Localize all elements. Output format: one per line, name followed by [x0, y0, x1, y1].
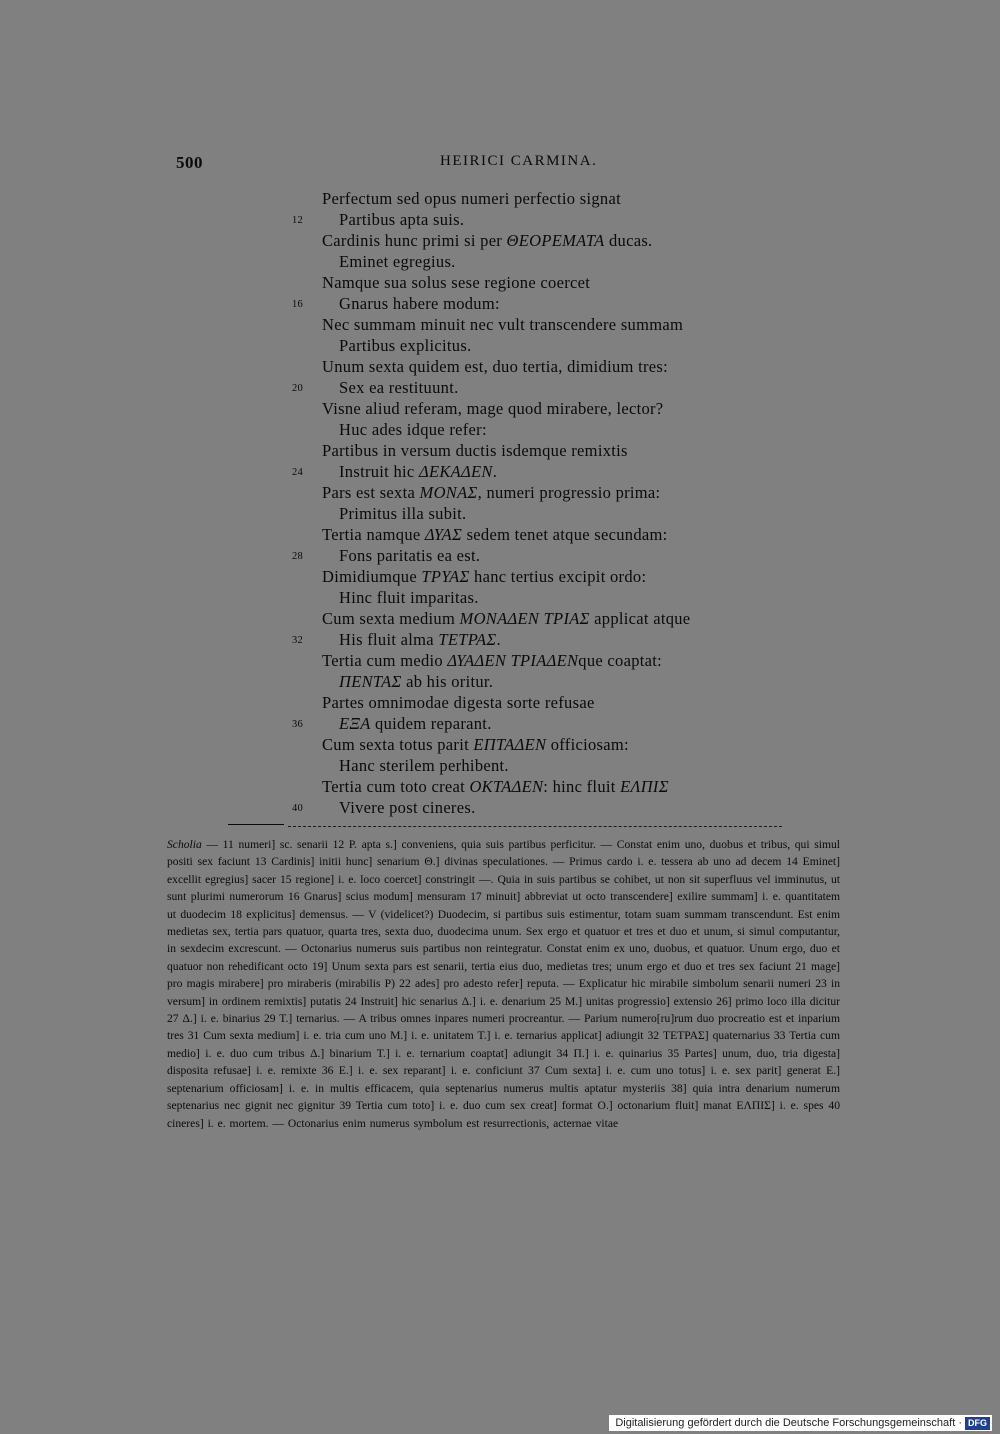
verse-segment: Partes omnimodae digesta sorte refusae — [322, 693, 595, 712]
line-number: 24 — [292, 467, 304, 478]
verse-text — [339, 671, 493, 692]
verse-line — [0, 209, 1000, 230]
greek-term: ΕΞΑ — [339, 714, 371, 733]
greek-term: ΜΟΝΑΣ — [419, 483, 478, 502]
line-number: 12 — [292, 215, 304, 226]
verse-text — [339, 755, 509, 776]
verse-text — [339, 503, 466, 524]
verse-line — [0, 671, 1000, 692]
verse-line — [0, 314, 1000, 335]
line-number: 32 — [292, 635, 304, 646]
verse-segment: sedem tenet atque secundam: — [462, 525, 668, 544]
verse-segment: , numeri progressio prima: — [477, 483, 661, 502]
verse-line — [0, 587, 1000, 608]
verse-segment: ducas. — [604, 231, 653, 250]
greek-term: ΘΕΟΡΕΜΑΤΑ — [506, 231, 605, 250]
verse-text — [322, 356, 668, 377]
verse-line — [0, 272, 1000, 293]
verse-line — [0, 755, 1000, 776]
verse-segment: applicat atque — [589, 609, 691, 628]
verse-line — [0, 461, 1000, 482]
verse-segment: Partibus explicitus. — [339, 336, 472, 355]
verse-line — [0, 629, 1000, 650]
verse-text — [339, 377, 459, 398]
scholia-text: — 11 numeri] sc. senarii 12 P. apta s.] conveniens, quia suis partibus perficitur. — Constat enim uno, duobus et tribus, qui simul positi sex faciunt 13 Cardinis] initii hunc] senarium Θ.] divinas speculationes. — Primus cardo i. e. tessera ab uno ad decem 14 Eminet] excellit egregius] sacer 15 regione] i. e. loco coercet] constringit —. Quia in suis partibus se cohibet, ut non sit superfluus vel imminutus, ut sunt plurimi numerorum 16 Gnarus] scius modum] mensuram 17 minuit] abbreviat ut octo transcendere] exilire summam] i. e. quantitatem ut duodecim 18 explicitus] demensus. — V (videlicet?) Duodecim, si partibus suis estimentur, totam suam summam transcendunt. Est enim medietas sex, tertia pars quatuor, quarta tres, sexta duo, duodecima unum. Sex ergo et quatuor et tres et duo et unum, si simul computantur, in sexdecim excrescunt. — Octonarius numerus suis partibus non reintegratur. Constat enim ex uno, duobus, et quatuor. Unum ergo, duo et quatuor non rehedificant octo 19] Unum sexta pars est senarii, tertia eius duo, medietas tres; unum ergo et duo et tres sex faciunt 21 mage] pro magis mirabere] pro miraberis (mirabilis P) 22 ades] pro adesto refer] reputa. — Explicatur hic mirabile simbolum senarii numeri 23 in versum] in ordinem remixtis] putatis 24 Instruit] hic senarius Δ.] i. e. denarium 25 M.] unitas progressio] extensio 26] primo loco illa dicitur 27 Δ.] i. e. binarius 29 T.] ternarius. — A tribus omnes inpares numeri procreantur. — Parium numero[ru]rum duo procreatio est et inparium tres 31 Cum sexta medium] i. e. tria cum uno M.] i. e. unitatem T.] i. e. ternarius applicat] adiungit 32 ΤΕΤΡΑΣ] quaternarius 33 Tertia cum medio] i. e. duo cum tribus Δ.] binarium T.] i. e. ternarium coaptat] adiungit 34 Π.] i. e. quinarius 35 Partes] unum, duo, tria digesta] disposita refusae] i. e. remixte 36 Ε.] i. e. sex reparant] i. e. conficiunt 37 Cum sexta] i. e. cum uno totus] i. e. sex parit] generat Ε.] septenarium officiosam] i. e. in multis efficacem, quia septenarius numerus multis aptatur mysteriis 38] quia intra denarium numerum septenarius nec gignit nec gignitur 39 Tertia cum toto] i. e. duo cum sex creat] format Ο.] octonarium fluit] manat ΕΛΠΙΣ] i. e. spes 40 cineres] i. e. mortem. — Octonarius enim numerus symbolum est resurrectionis, acternae vitae — [167, 838, 840, 1130]
verse-segment: quidem reparant. — [370, 714, 492, 733]
verse-segment: officiosam: — [546, 735, 629, 754]
poem — [0, 188, 1000, 818]
greek-term: ΕΛΠΙΣ — [620, 777, 669, 796]
verse-line — [0, 377, 1000, 398]
verse-text — [322, 440, 628, 461]
footer-credit: Digitalisierung gefördert durch die Deutsche Forschungsgemeinschaft · — [615, 1417, 962, 1429]
greek-term: ΔΥΑΣ — [424, 525, 463, 544]
greek-term: ΕΠΤΑΔΕΝ — [473, 735, 547, 754]
verse-segment: Vivere post cineres. — [339, 798, 476, 817]
verse-line — [0, 524, 1000, 545]
verse-segment: Gnarus habere modum: — [339, 294, 500, 313]
verse-segment: Namque sua solus sese regione coercet — [322, 273, 591, 292]
verse-text — [322, 188, 621, 209]
greek-term: ΔΥΑΔΕΝ ΤΡΙΑΔΕΝ — [447, 651, 579, 670]
verse-text — [322, 230, 652, 251]
page-number: 500 — [176, 153, 203, 172]
verse-segment: Tertia namque — [322, 525, 425, 544]
verse-segment: Cum sexta totus parit — [322, 735, 474, 754]
greek-term: ΔΕΚΑΔΕΝ — [418, 462, 493, 481]
line-number: 16 — [292, 299, 304, 310]
verse-segment: . — [492, 462, 498, 481]
verse-line — [0, 566, 1000, 587]
verse-segment: Partibus in versum ductis isdemque remixtis — [322, 441, 628, 460]
verse-line — [0, 503, 1000, 524]
line-number: 28 — [292, 551, 304, 562]
verse-text — [339, 209, 464, 230]
footnote-rule — [288, 826, 782, 827]
verse-segment: Nec summam minuit nec vult transcendere summam — [322, 315, 684, 334]
verse-line — [0, 776, 1000, 797]
verse-line — [0, 650, 1000, 671]
verse-line — [0, 692, 1000, 713]
verse-text — [322, 398, 663, 419]
running-title: HEIRICI CARMINA. — [440, 153, 598, 169]
verse-text — [339, 629, 501, 650]
verse-text — [339, 335, 472, 356]
line-number: 20 — [292, 383, 304, 394]
verse-line — [0, 734, 1000, 755]
footer-bar — [609, 1415, 992, 1431]
verse-line — [0, 545, 1000, 566]
verse-segment: Unum sexta quidem est, duo tertia, dimidium tres: — [322, 357, 669, 376]
verse-text — [322, 776, 669, 797]
verse-line — [0, 419, 1000, 440]
verse-text — [339, 545, 480, 566]
verse-text — [322, 692, 595, 713]
verse-line — [0, 356, 1000, 377]
verse-text — [339, 419, 487, 440]
verse-line — [0, 251, 1000, 272]
verse-segment: Visne aliud referam, mage quod mirabere, lector? — [322, 399, 664, 418]
verse-segment: . — [496, 630, 501, 649]
verse-line — [0, 713, 1000, 734]
greek-term: ΤΡΥΑΣ — [421, 567, 470, 586]
verse-segment: Fons paritatis ea est. — [339, 546, 481, 565]
verse-segment: ab his oritur. — [401, 672, 494, 691]
verse-line — [0, 440, 1000, 461]
verse-segment: His fluit alma — [339, 630, 439, 649]
verse-segment: Primitus illa subit. — [339, 504, 467, 523]
verse-text — [322, 734, 629, 755]
verse-text — [322, 566, 646, 587]
verse-segment: Partibus apta suis. — [339, 210, 465, 229]
verse-line — [0, 293, 1000, 314]
verse-segment: : hinc fluit — [543, 777, 621, 796]
verse-text — [322, 524, 668, 545]
verse-segment: Dimidiumque — [322, 567, 422, 586]
verse-line — [0, 335, 1000, 356]
verse-line — [0, 482, 1000, 503]
verse-text — [339, 293, 500, 314]
verse-segment: Tertia cum medio — [322, 651, 448, 670]
greek-term: ΤΕΤΡΑΣ — [438, 630, 497, 649]
verse-line — [0, 608, 1000, 629]
verse-segment: Hanc sterilem perhibent. — [339, 756, 509, 775]
verse-line — [0, 797, 1000, 818]
verse-text — [339, 587, 479, 608]
greek-term: ΜΟΝΑΔΕΝ ΤΡΙΑΣ — [459, 609, 590, 628]
verse-line — [0, 230, 1000, 251]
verse-segment: Sex ea restituunt. — [339, 378, 459, 397]
line-number: 40 — [292, 803, 304, 814]
verse-segment: Cardinis hunc primi si per — [322, 231, 507, 250]
verse-line — [0, 188, 1000, 209]
verse-segment: Eminet egregius. — [339, 252, 456, 271]
verse-segment: hanc tertius excipit ordo: — [469, 567, 647, 586]
verse-segment: Cum sexta medium — [322, 609, 460, 628]
verse-segment: Tertia cum toto creat — [322, 777, 470, 796]
verse-segment: que coaptat: — [578, 651, 663, 670]
verse-segment: Instruit hic — [339, 462, 419, 481]
verse-text — [339, 713, 492, 734]
greek-term: ΠΕΝΤΑΣ — [339, 672, 402, 691]
scholia — [167, 836, 840, 1132]
verse-segment: Hinc fluit imparitas. — [339, 588, 479, 607]
verse-text — [322, 608, 690, 629]
verse-segment: Huc ades idque refer: — [339, 420, 487, 439]
verse-line — [0, 398, 1000, 419]
verse-text — [339, 461, 497, 482]
verse-text — [322, 482, 660, 503]
verse-segment: Perfectum sed opus numeri perfectio signat — [322, 189, 621, 208]
verse-text — [322, 314, 683, 335]
dfg-logo[interactable]: DFG — [965, 1417, 990, 1430]
greek-term: ΟΚΤΑΔΕΝ — [469, 777, 544, 796]
line-number: 36 — [292, 719, 304, 730]
verse-text — [322, 272, 590, 293]
verse-text — [322, 650, 662, 671]
verse-text — [339, 251, 456, 272]
scholia-label: Scholia — [167, 838, 202, 851]
footnote-rule-short — [228, 824, 284, 825]
verse-segment: Pars est sexta — [322, 483, 420, 502]
verse-text — [339, 797, 476, 818]
